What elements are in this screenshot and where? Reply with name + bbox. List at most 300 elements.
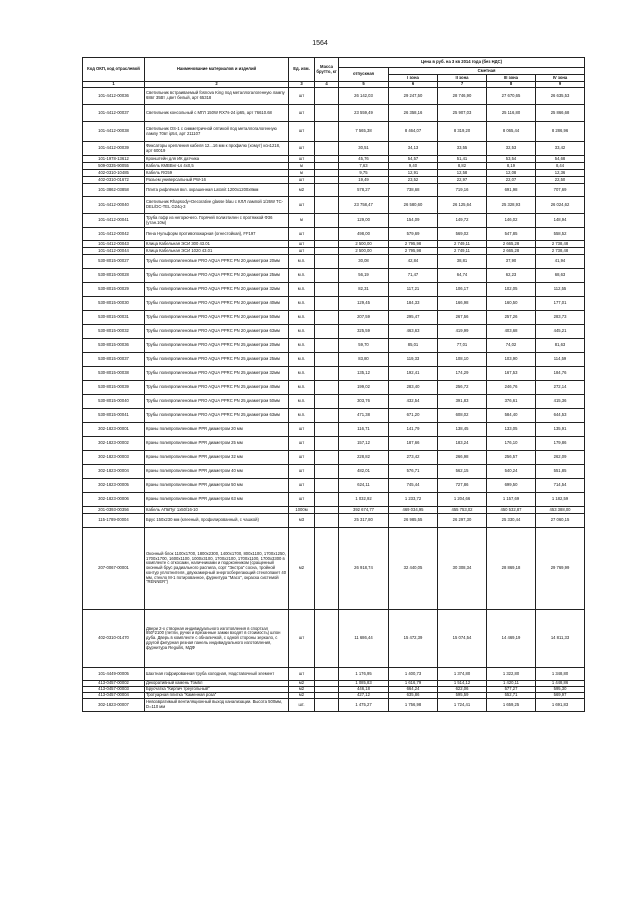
column-number: 5 bbox=[339, 82, 389, 88]
item-mass bbox=[315, 269, 339, 283]
item-name: Тротуарная плитка "Каменная роза" bbox=[145, 693, 289, 699]
price-zone-2: 727,86 bbox=[438, 479, 487, 493]
item-name: Светильник Rhapsody+Decorative glasse blau с КЛЛ лампой 1/26W TC-DEL/DC-TEL G24q-3 bbox=[145, 197, 289, 214]
item-name: Оконный блок 1100х1700, 1800х2300, 1400х1700, 800х1100, 1700х1250, 1700х1700, 1600х1100, 1000х3100, 1700х2100, 1700х1100, 1700х3300 в комплекте с откосами, наличниками и подоконником (сращенный оконный брус радиального распила, сорт "Экстра" сосна, тройной контур уплотнителя, двухкамерный энергосберегающий стеклопакет 40 мм, стекло М-1 потированное, фурнитура "Масо", окраска системой "RENNER") bbox=[145, 528, 289, 610]
item-mass bbox=[315, 297, 339, 311]
item-code: 530-8015-00031 bbox=[83, 311, 145, 325]
item-code: 101-4412-00042 bbox=[83, 228, 145, 241]
price-zone-1: 1 233,72 bbox=[389, 493, 438, 507]
price-zone-3: 37,90 bbox=[487, 255, 536, 269]
item-name: Трубы полипропиленовые PRO AQUA PPRC PN 20 диаметром 25мм bbox=[145, 269, 289, 283]
price-zone-2: 266,98 bbox=[438, 451, 487, 465]
price-zone-4: 26 024,62 bbox=[536, 197, 585, 214]
price-zone-2: 64,74 bbox=[438, 269, 487, 283]
price-zone-2: 569,02 bbox=[438, 228, 487, 241]
price-zone-3: 1 659,25 bbox=[487, 699, 536, 712]
item-name: Пена Нульформ противопожарная (огнестойкая), FF197 bbox=[145, 228, 289, 241]
price-zone-2: 33,55 bbox=[438, 142, 487, 156]
price-zone-3: 256,57 bbox=[487, 451, 536, 465]
item-code: 413-0457-00004 bbox=[83, 693, 145, 699]
price-zone-3: 133,05 bbox=[487, 423, 536, 437]
item-unit: шт bbox=[289, 465, 315, 479]
price-zone-1: 738,68 bbox=[389, 184, 438, 197]
table-body bbox=[83, 88, 585, 712]
price-zone-3: 691,98 bbox=[487, 184, 536, 197]
item-name: Трубы полипропиленовые PRO AQUA PPRC PN 25 диаметром 32мм bbox=[145, 367, 289, 381]
header-zone-3: III зона bbox=[487, 75, 536, 82]
price-zone-2: 106,17 bbox=[438, 283, 487, 297]
table-row bbox=[83, 437, 585, 451]
item-name: Светильник встраиваемый fosnova King под металлогалогенную лампу 68вт 35Вт ,цвет белый, арт 65318 bbox=[145, 88, 289, 105]
table-row bbox=[83, 156, 585, 163]
item-code: 207-0067-00001 bbox=[83, 528, 145, 610]
item-mass bbox=[315, 395, 339, 409]
price-zone-1: 295,47 bbox=[389, 311, 438, 325]
item-code: 530-8015-00028 bbox=[83, 269, 145, 283]
price-zone-2: 28 746,90 bbox=[438, 88, 487, 105]
price-zone-3: 246,76 bbox=[487, 381, 536, 395]
item-name: Двери 2-х створная индивидуального изготовления в спортзал 850*2100 (петли, ручки и врезанные замки входят в стоимость) шпон дуба. Дверь в комплекте с обналичкой, с одной стороны зеркало, с другой фигурная резная панель индивидуального изготовления, фурнитура Reguilis, МДФ bbox=[145, 610, 289, 668]
price-zone-4: 1 691,83 bbox=[536, 699, 585, 712]
item-mass bbox=[315, 88, 339, 105]
price-zone-1: 117,21 bbox=[389, 283, 438, 297]
price-zone-4: 81,63 bbox=[536, 339, 585, 353]
item-mass bbox=[315, 156, 339, 163]
item-mass bbox=[315, 451, 339, 465]
item-unit: м.п. bbox=[289, 325, 315, 339]
table-row bbox=[83, 353, 585, 367]
price-zone-2: 2 749,11 bbox=[438, 241, 487, 248]
item-unit: шт bbox=[289, 142, 315, 156]
item-mass bbox=[315, 241, 339, 248]
item-name: Светильник OS-1 с симметричной оптикой под металлогалогенную лампу 70вт ip54, арт 211107 bbox=[145, 122, 289, 142]
price-release: 11 686,44 bbox=[339, 610, 389, 668]
table-row bbox=[83, 610, 585, 668]
price-zone-2: 26 297,30 bbox=[438, 514, 487, 528]
price-zone-2: 30 308,34 bbox=[438, 528, 487, 610]
column-number: 6 bbox=[389, 82, 438, 88]
price-zone-3: 2 665,28 bbox=[487, 241, 536, 248]
price-zone-3: 176,10 bbox=[487, 437, 536, 451]
price-zone-4: 595,30 bbox=[536, 687, 585, 693]
price-zone-4: 25 866,68 bbox=[536, 105, 585, 122]
price-zone-1: 469 034,95 bbox=[389, 507, 438, 514]
price-zone-3: 403,68 bbox=[487, 325, 536, 339]
price-release: 30,08 bbox=[339, 255, 389, 269]
price-zone-3: 167,53 bbox=[487, 367, 536, 381]
item-mass bbox=[315, 514, 339, 528]
table-row bbox=[83, 197, 585, 214]
price-zone-1: 187,66 bbox=[389, 437, 438, 451]
price-zone-4: 558,52 bbox=[536, 228, 585, 241]
item-unit: м2 bbox=[289, 184, 315, 197]
item-name: Кабель RG59 bbox=[145, 170, 289, 177]
price-release: 1 032,92 bbox=[339, 493, 389, 507]
price-zone-2: 419,99 bbox=[438, 325, 487, 339]
table-row bbox=[83, 241, 585, 248]
price-release: 1 085,83 bbox=[339, 681, 389, 687]
price-release: 325,59 bbox=[339, 325, 389, 339]
item-mass bbox=[315, 325, 339, 339]
table-row bbox=[83, 283, 585, 297]
item-name: Разъем универсальный PW-16 bbox=[145, 177, 289, 184]
header-code: Код ОКП, код отраслевой bbox=[83, 58, 145, 82]
item-name: Трубы полипропиленовые PRO AQUA PPRC PN 25 диаметром 25мм bbox=[145, 353, 289, 367]
item-name: Шахтная гофрированная труба холодная, Надставочный элемент bbox=[145, 668, 289, 681]
price-zone-3: 103,90 bbox=[487, 353, 536, 367]
price-zone-4: 8 286,96 bbox=[536, 122, 585, 142]
item-name: Плита рифлёная вкл. окрашенная Latonit 1200х1200х8мм bbox=[145, 184, 289, 197]
table-row bbox=[83, 699, 585, 712]
price-zone-4: 415,36 bbox=[536, 395, 585, 409]
item-code: 101-4412-00043 bbox=[83, 241, 145, 248]
item-mass bbox=[315, 409, 339, 423]
item-code: 530-8015-00030 bbox=[83, 297, 145, 311]
price-zone-1: 23,52 bbox=[389, 177, 438, 184]
price-zone-2: 12,58 bbox=[438, 170, 487, 177]
item-name: Трубы полипропиленовые PRO AQUA PPRC PN 20 диаметром 63мм bbox=[145, 325, 289, 339]
item-unit: шт bbox=[289, 451, 315, 465]
price-zone-4: 22,50 bbox=[536, 177, 585, 184]
price-zone-1: 119,33 bbox=[389, 353, 438, 367]
price-zone-3: 584,40 bbox=[487, 409, 536, 423]
price-zone-3: 32,53 bbox=[487, 142, 536, 156]
item-unit: шт bbox=[289, 493, 315, 507]
price-release: 228,82 bbox=[339, 451, 389, 465]
price-zone-3: 53,54 bbox=[487, 156, 536, 163]
item-name: Клица Кабельная ЭСИ 300 43.01 bbox=[145, 241, 289, 248]
price-zone-3: 2 665,28 bbox=[487, 248, 536, 255]
price-release: 56,19 bbox=[339, 269, 389, 283]
price-zone-4: 26 635,53 bbox=[536, 88, 585, 105]
item-code: 101-3862-03858 bbox=[83, 184, 145, 197]
price-zone-2: 149,72 bbox=[438, 214, 487, 228]
price-zone-3: 102,05 bbox=[487, 283, 536, 297]
item-unit: м.п. bbox=[289, 395, 315, 409]
column-number: 3 bbox=[289, 82, 315, 88]
price-zone-1: 15 472,39 bbox=[389, 610, 438, 668]
table-row bbox=[83, 339, 585, 353]
price-release: 45,76 bbox=[339, 156, 389, 163]
item-name: Трубы полипропиленовые PRO AQUA PPRC PN 25 диаметром 63мм bbox=[145, 409, 289, 423]
price-release: 26 918,74 bbox=[339, 528, 389, 610]
item-code: 302-1823-00007 bbox=[83, 699, 145, 712]
price-zone-4: 262,09 bbox=[536, 451, 585, 465]
item-mass bbox=[315, 699, 339, 712]
item-unit: шт bbox=[289, 248, 315, 255]
table-row bbox=[83, 325, 585, 339]
price-zone-2: 622,06 bbox=[438, 687, 487, 693]
price-zone-4: 644,53 bbox=[536, 409, 585, 423]
price-release: 624,11 bbox=[339, 479, 389, 493]
item-mass bbox=[315, 197, 339, 214]
item-name: Клица Кабельная ЭСИ 1020 43.01 bbox=[145, 248, 289, 255]
price-zone-1: 1 616,79 bbox=[389, 681, 438, 687]
price-zone-4: 54,68 bbox=[536, 156, 585, 163]
price-zone-1: 635,86 bbox=[389, 693, 438, 699]
item-unit: шт bbox=[289, 105, 315, 122]
item-name: Краны полипропиленовые PPR диаметром 50 мм bbox=[145, 479, 289, 493]
price-zone-3: 8 065,44 bbox=[487, 122, 536, 142]
item-unit: шт bbox=[289, 177, 315, 184]
item-unit: м.п. bbox=[289, 283, 315, 297]
price-zone-1: 671,20 bbox=[389, 409, 438, 423]
price-zone-1: 32 440,05 bbox=[389, 528, 438, 610]
price-zone-1: 579,69 bbox=[389, 228, 438, 241]
item-code: 101-4412-00040 bbox=[83, 197, 145, 214]
column-number: 8 bbox=[487, 82, 536, 88]
price-zone-1: 8 464,07 bbox=[389, 122, 438, 142]
price-release: 83,80 bbox=[339, 353, 389, 367]
item-unit: м.п. bbox=[289, 353, 315, 367]
price-zone-3: 146,02 bbox=[487, 214, 536, 228]
item-unit: м.п. bbox=[289, 255, 315, 269]
item-mass bbox=[315, 163, 339, 170]
item-code: 302-1823-00005 bbox=[83, 479, 145, 493]
price-release: 482,01 bbox=[339, 465, 389, 479]
item-code: 402-0310-01470 bbox=[83, 610, 145, 668]
price-zone-3: 257,26 bbox=[487, 311, 536, 325]
price-zone-4: 551,85 bbox=[536, 465, 585, 479]
price-zone-1: 141,79 bbox=[389, 423, 438, 437]
price-zone-1: 42,84 bbox=[389, 255, 438, 269]
table-row bbox=[83, 297, 585, 311]
price-release: 446,18 bbox=[339, 687, 389, 693]
price-zone-1: 1 400,73 bbox=[389, 668, 438, 681]
price-zone-3: 12,08 bbox=[487, 170, 536, 177]
table-row bbox=[83, 255, 585, 269]
price-zone-1: 154,09 bbox=[389, 214, 438, 228]
item-name: Трубы полипропиленовые PRO AQUA PPRC PN 25 диаметром 50мм bbox=[145, 395, 289, 409]
column-number: 4 bbox=[315, 82, 339, 88]
price-zone-4: 1 448,86 bbox=[536, 681, 585, 687]
price-zone-3: 552,71 bbox=[487, 693, 536, 699]
item-code: 101-4412-00038 bbox=[83, 122, 145, 142]
item-mass bbox=[315, 437, 339, 451]
table-row bbox=[83, 177, 585, 184]
price-zone-3: 62,23 bbox=[487, 269, 536, 283]
price-zone-3: 74,02 bbox=[487, 339, 536, 353]
item-code: 530-8015-00029 bbox=[83, 283, 145, 297]
price-zone-1: 432,54 bbox=[389, 395, 438, 409]
header-name: Наименование материалов и изделий bbox=[145, 58, 289, 82]
table-row bbox=[83, 142, 585, 156]
price-release: 7 565,38 bbox=[339, 122, 389, 142]
header-mass: Масса брутто, кг bbox=[315, 58, 339, 82]
price-zone-3: 699,50 bbox=[487, 479, 536, 493]
item-name: Кабель КМВВнг-Ls 4х0,5 bbox=[145, 163, 289, 170]
item-code: 530-8015-00037 bbox=[83, 353, 145, 367]
table-row bbox=[83, 163, 585, 170]
item-unit: шт bbox=[289, 610, 315, 668]
price-zone-1: 2 795,98 bbox=[389, 241, 438, 248]
item-code: 302-1823-00004 bbox=[83, 465, 145, 479]
table-row bbox=[83, 269, 585, 283]
item-unit: м.п. bbox=[289, 269, 315, 283]
item-unit: шт bbox=[289, 479, 315, 493]
item-name: Кабель АПвПуг 1х50/16-10 bbox=[145, 507, 289, 514]
item-name: Трубы полипропиленовые PRO AQUA PPRC PN 20 диаметром 32мм bbox=[145, 283, 289, 297]
price-zone-4: 283,73 bbox=[536, 311, 585, 325]
item-code: 302-1823-00001 bbox=[83, 423, 145, 437]
price-release: 1 176,95 bbox=[339, 668, 389, 681]
price-zone-4: 68,63 bbox=[536, 269, 585, 283]
table-row bbox=[83, 184, 585, 197]
item-code: 302-1823-00006 bbox=[83, 493, 145, 507]
price-release: 7,63 bbox=[339, 163, 389, 170]
column-number: 1 bbox=[83, 82, 145, 88]
price-zone-2: 1 374,80 bbox=[438, 668, 487, 681]
item-name: Фиксаторы крепления кабеля 12...16 мм к профилю (хомут) ксн1218, арт 60019 bbox=[145, 142, 289, 156]
price-zone-4: 445,21 bbox=[536, 325, 585, 339]
item-name: Краны полипропиленовые PPR диаметром 63 мм bbox=[145, 493, 289, 507]
item-mass bbox=[315, 610, 339, 668]
item-mass bbox=[315, 465, 339, 479]
item-code: 201-0393-00356 bbox=[83, 507, 145, 514]
item-unit: м.п. bbox=[289, 311, 315, 325]
item-code: 302-1823-00003 bbox=[83, 451, 145, 465]
item-mass bbox=[315, 248, 339, 255]
item-name: Трубы полипропиленовые PRO AQUA PPRC PN 25 диаметром 20мм bbox=[145, 339, 289, 353]
item-mass bbox=[315, 170, 339, 177]
item-code: 530-8015-00032 bbox=[83, 325, 145, 339]
price-zone-1: 26 985,55 bbox=[389, 514, 438, 528]
price-zone-3: 1 322,80 bbox=[487, 668, 536, 681]
price-zone-1: 184,33 bbox=[389, 297, 438, 311]
price-zone-4: 8,44 bbox=[536, 163, 585, 170]
item-unit: м bbox=[289, 163, 315, 170]
item-mass bbox=[315, 528, 339, 610]
price-release: 207,59 bbox=[339, 311, 389, 325]
price-zone-4: 179,86 bbox=[536, 437, 585, 451]
price-zone-2: 595,59 bbox=[438, 693, 487, 699]
price-zone-4: 12,36 bbox=[536, 170, 585, 177]
item-mass bbox=[315, 105, 339, 122]
item-mass bbox=[315, 283, 339, 297]
item-mass bbox=[315, 353, 339, 367]
item-mass bbox=[315, 255, 339, 269]
item-mass bbox=[315, 507, 339, 514]
price-zone-3: 376,61 bbox=[487, 395, 536, 409]
price-zone-2: 183,24 bbox=[438, 437, 487, 451]
item-mass bbox=[315, 184, 339, 197]
item-unit: м2 bbox=[289, 693, 315, 699]
price-zone-2: 562,15 bbox=[438, 465, 487, 479]
price-zone-2: 15 074,54 bbox=[438, 610, 487, 668]
price-zone-3: 27 670,65 bbox=[487, 88, 536, 105]
item-code: 530-8015-00036 bbox=[83, 339, 145, 353]
price-zone-3: 577,27 bbox=[487, 687, 536, 693]
item-unit: шт bbox=[289, 122, 315, 142]
price-zone-2: 108,10 bbox=[438, 353, 487, 367]
price-zone-3: 450 532,87 bbox=[487, 507, 536, 514]
table-row bbox=[83, 528, 585, 610]
item-name: Трубы полипропиленовые PRO AQUA PPRC PN 25 диаметром 40мм bbox=[145, 381, 289, 395]
column-number: 7 bbox=[438, 82, 487, 88]
table-row bbox=[83, 493, 585, 507]
price-zone-2: 1 724,41 bbox=[438, 699, 487, 712]
item-code: 402-0310-01672 bbox=[83, 177, 145, 184]
price-release: 26 142,03 bbox=[339, 88, 389, 105]
price-zone-2: 51,41 bbox=[438, 156, 487, 163]
price-zone-1: 12,91 bbox=[389, 170, 438, 177]
item-name: Кронштейн для ИК датчика bbox=[145, 156, 289, 163]
item-code: 530-8015-00027 bbox=[83, 255, 145, 269]
item-name: Декоративный камень Томбл bbox=[145, 681, 289, 687]
item-code: 413-0457-00002 bbox=[83, 681, 145, 687]
item-code: 101-4412-00039 bbox=[83, 142, 145, 156]
price-zone-1: 26 580,60 bbox=[389, 197, 438, 214]
table-row bbox=[83, 409, 585, 423]
column-number: 9 bbox=[536, 82, 585, 88]
item-unit: м.п. bbox=[289, 297, 315, 311]
price-zone-4: 29 769,99 bbox=[536, 528, 585, 610]
header-unit: Ед. изм. bbox=[289, 58, 315, 82]
price-release: 25 317,80 bbox=[339, 514, 389, 528]
item-code: 101-4412-00044 bbox=[83, 248, 145, 255]
item-mass bbox=[315, 339, 339, 353]
item-code: 101-1978-13612 bbox=[83, 156, 145, 163]
price-zone-1: 34,13 bbox=[389, 142, 438, 156]
price-zone-4: 569,97 bbox=[536, 693, 585, 699]
table-row bbox=[83, 479, 585, 493]
price-release: 2 500,00 bbox=[339, 248, 389, 255]
price-zone-2: 77,01 bbox=[438, 339, 487, 353]
price-release: 303,76 bbox=[339, 395, 389, 409]
item-name: Брусчатка "Кирпич треугольный" bbox=[145, 687, 289, 693]
table-row bbox=[83, 88, 585, 105]
table-row bbox=[83, 668, 585, 681]
price-zone-1: 71,47 bbox=[389, 269, 438, 283]
price-zone-1: 463,63 bbox=[389, 325, 438, 339]
price-zone-2: 174,29 bbox=[438, 367, 487, 381]
table-row bbox=[83, 395, 585, 409]
price-zone-3: 28 869,18 bbox=[487, 528, 536, 610]
item-name: Краны полипропиленовые PPR диаметром 40 мм bbox=[145, 465, 289, 479]
item-unit: м.п. bbox=[289, 339, 315, 353]
price-release: 2 500,00 bbox=[339, 241, 389, 248]
price-zone-4: 453 388,00 bbox=[536, 507, 585, 514]
price-zone-2: 719,16 bbox=[438, 184, 487, 197]
price-zone-2: 138,45 bbox=[438, 423, 487, 437]
item-code: 101-4412-00036 bbox=[83, 88, 145, 105]
price-zone-2: 391,83 bbox=[438, 395, 487, 409]
item-unit: шт bbox=[289, 423, 315, 437]
table-row bbox=[83, 214, 585, 228]
item-mass bbox=[315, 479, 339, 493]
header-zone-2: II зона bbox=[438, 75, 487, 82]
price-zone-4: 177,01 bbox=[536, 297, 585, 311]
price-release: 471,38 bbox=[339, 409, 389, 423]
table-row bbox=[83, 122, 585, 142]
item-code: 101-4449-00005 bbox=[83, 668, 145, 681]
item-mass bbox=[315, 493, 339, 507]
price-release: 129,45 bbox=[339, 297, 389, 311]
price-zone-1: 54,57 bbox=[389, 156, 438, 163]
price-zone-4: 33,42 bbox=[536, 142, 585, 156]
price-zone-2: 38,81 bbox=[438, 255, 487, 269]
item-mass bbox=[315, 668, 339, 681]
item-unit: м3 bbox=[289, 514, 315, 528]
price-release: 23 559,49 bbox=[339, 105, 389, 122]
price-release: 199,02 bbox=[339, 381, 389, 395]
price-zone-2: 22,97 bbox=[438, 177, 487, 184]
item-mass bbox=[315, 142, 339, 156]
item-unit: шт bbox=[289, 228, 315, 241]
price-release: 30,51 bbox=[339, 142, 389, 156]
price-zone-1: 576,71 bbox=[389, 465, 438, 479]
item-code: 101-4412-00037 bbox=[83, 105, 145, 122]
